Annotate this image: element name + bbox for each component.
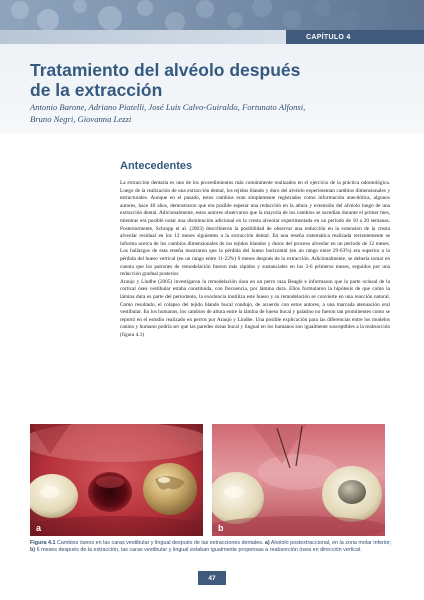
article-title [30, 60, 330, 100]
figure-photo-a [30, 424, 203, 536]
caption-prefix: Figura 4.1 [30, 540, 56, 546]
caption-text: Cambios óseos en las caras vestibular y lingual después de las extracciones dentales. [55, 540, 265, 546]
chapter-label: CAPÍTULO 4 [286, 30, 424, 44]
healed-ridge-photo [212, 424, 385, 536]
top-decorative-band [0, 0, 424, 30]
body-paragraph-2: Araujo y Lindhe (2005) investigaron la remodelación ósea en un perro raza Beagle e informaron que la parte oclusal de la cortical ósea vestibular estaba constituida, con frecuencia, por lámina dura. Ellos formularon la hipótesis de que como la lámina dura es parte del periodonto, la exodoncia inutiliza este hueso y su remodelación se convierte en una reacción natural. Como resultado, el colapso del tejido blando bucal condujo, de acuerdo con estos autores, a una marcada atenuación oral vestibular. En los humanos, los cambios de altura entre la lámina de hueso bucal y palatino no fueron tan prominentes como se reportó en el estudio realizado en perros por Araujo y Lindhe. Una posible explicación para las diferencias entre los modelos canino y humano podría ser que las paredes óseas bucal y lingual en los humanos son igualmente susceptibles a la reabsorción (figura 4.1) [120, 278, 390, 338]
page-number: 47 [198, 571, 226, 585]
caption-b-text: 6 meses después de la extracción, las caras vestibular y lingual estaban igualmente propensas a reabsorción ósea en dirección vertical. [35, 547, 362, 554]
article-authors [30, 101, 400, 125]
figure-label-b: b [218, 523, 224, 533]
caption-a-text: Alvéolo postextraccional, en la zona molar inferior; [269, 540, 392, 546]
body-paragraph-1: La extracción dentaria es uno de los procedimientos más comúnmente realizados en el ejercicio de la práctica odontológica. Luego de la realización de una extracción dental, los tejidos blando y duro del alvéolo experimentan cambios dimensionales y estructurales. Aunque en el pasado, estos cambios eran simplemente registrados como información anecdótica, algunos autores, hace 40 años, demostraron que era posible esperar una reducción en la altura y extensión del alvéolo luego de una extracción dental. Adicionalmente, estos autores observaron que la mayoría de los cambios se sucedían durante el primer mes, mientras era posible notar una disminución adicional en la cresta alveolar experimentada en un período de 10 a 20 semanas. Posteriormente, Schropp et al. (2003) describieron la posibilidad de observar una reducción en la extensión de la cresta alveolar residual en los 12 meses siguientes a la extracción dental. En una reseña sistemática realizada recientemente se informa acerca de los cambios dimensionales de los tejidos blandos y duros del proceso alveolar en un período de 12 meses. Los hallazgos de esta reseña mostraron que la pérdida del hueso horizontal (en un rango entre 29-63%) era superior a la pérdida del hueso vertical (en un rango entre 11-22%) 6 meses después de la extracción. Adicionalmente, se debería tomar en cuenta que los patrones de remodelación fueron más rápidos y sustanciales en los 3-6 primeros meses, seguidos por una reducción gradual posterior. [120, 180, 390, 278]
section-heading: Antecedentes [120, 160, 193, 172]
authors-line1: Antonio Barone, Adriano Piatelli, José Luis Calvo-Guiraldo, Fortunato Alfonsi, [30, 102, 306, 112]
header-stripe [0, 30, 286, 44]
figure-label-a: a [36, 523, 42, 533]
article-title-line1: Tratamiento del alvéolo después [30, 60, 301, 80]
section-body [120, 180, 390, 339]
figure-photo-b [212, 424, 385, 536]
authors-line2: Bruno Negri, Giovanna Lezzi [30, 114, 132, 124]
caption-b-marker: b) [30, 547, 36, 554]
extraction-socket-photo [30, 424, 203, 536]
article-title-line2: de la extracción [30, 80, 163, 100]
decorative-bubbles [0, 0, 424, 30]
caption-a-marker: a) [264, 540, 270, 546]
figure-caption [30, 540, 394, 555]
